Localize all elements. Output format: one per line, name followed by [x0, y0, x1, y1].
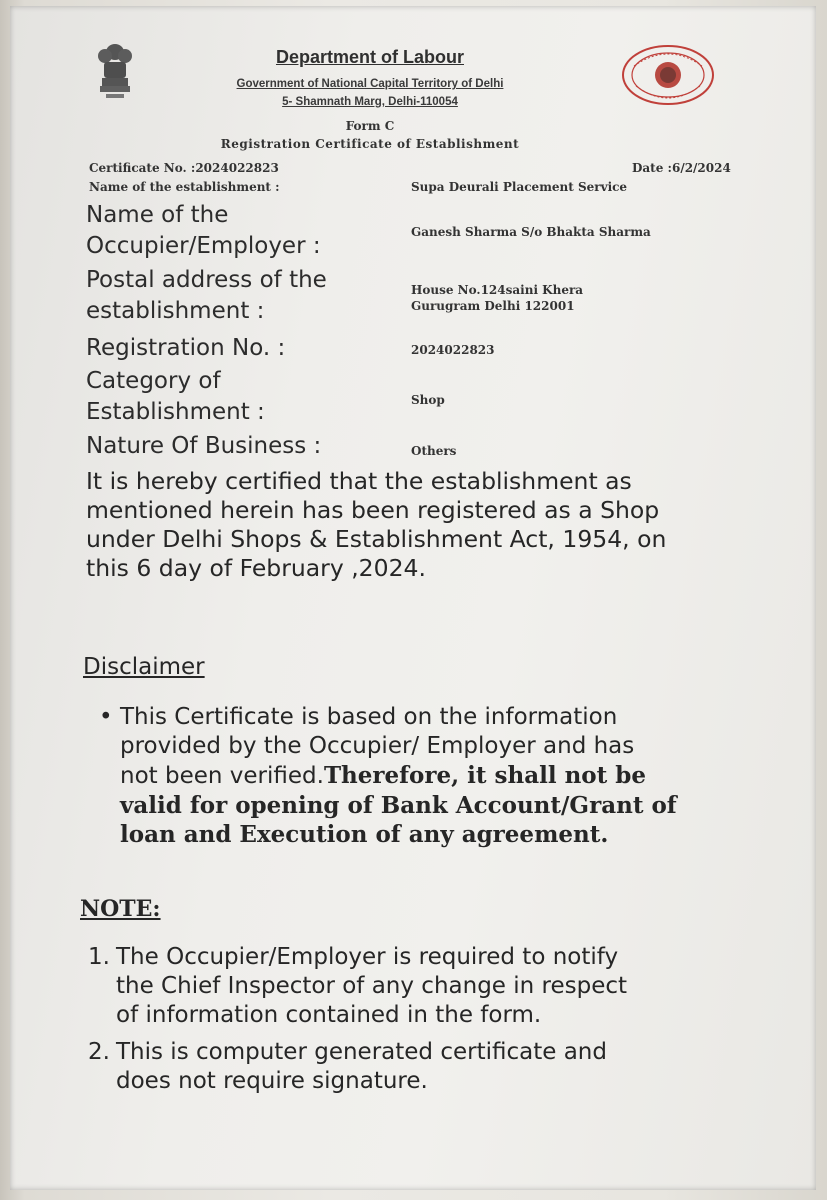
disclaimer-line-3-bold: Therefore, it shall not be	[323, 762, 646, 789]
note-item-2-line-1: This is computer generated certificate and	[116, 1039, 607, 1065]
postal-address-value	[411, 282, 583, 314]
establishment-label: Name of the establishment :	[89, 180, 280, 194]
certification-line-3: under Delhi Shops & Establishment Act, 1954, on	[86, 525, 667, 553]
certificate-title: Registration Certificate of Establishment	[220, 137, 520, 151]
national-emblem-icon	[96, 42, 134, 106]
note-item-1-number: 1.	[88, 944, 110, 970]
disclaimer-line-2: provided by the Occupier/ Employer and has	[120, 733, 635, 759]
note-item-2	[116, 1038, 766, 1096]
category-label-line-1: Category of	[86, 368, 221, 394]
form-label: Form C	[345, 119, 395, 133]
disclaimer-line-1: This Certificate is based on the information	[120, 704, 618, 730]
disclaimer-line-4: valid for opening of Bank Account/Grant of	[120, 792, 677, 819]
category-label	[86, 366, 265, 428]
category-label-line-2: Establishment :	[86, 399, 265, 425]
note-item-1-line-1: The Occupier/Employer is required to notify	[116, 944, 619, 970]
nature-of-business-value: Others	[411, 444, 457, 458]
certification-line-2: mentioned herein has been registered as a Shop	[86, 496, 660, 524]
certificate-number: Certificate No. :2024022823	[89, 161, 279, 175]
certification-line-1: It is hereby certified that the establishment as	[86, 467, 632, 495]
postal-address-label	[86, 265, 327, 327]
disclaimer-heading: Disclaimer	[83, 654, 205, 680]
note-item-2-number: 2.	[88, 1039, 110, 1065]
certification-line-4: this 6 day of February ,2024.	[86, 554, 426, 582]
note-item-1	[116, 943, 766, 1030]
note-heading: NOTE:	[80, 896, 161, 922]
registration-value: 2024022823	[411, 343, 495, 357]
postal-value-line-1: House No.124saini Khera	[411, 283, 584, 297]
occupier-label-line-1: Name of the	[86, 202, 229, 228]
government-name: Government of National Capital Territory of Delhi	[236, 78, 504, 90]
disclaimer-line-3	[120, 761, 760, 791]
disclaimer-bullet: •	[99, 704, 113, 730]
note-item-1-line-3: of information contained in the form.	[116, 1002, 542, 1028]
certificate-date: Date :6/2/2024	[632, 161, 731, 175]
disclaimer-text	[120, 703, 760, 849]
disclaimer-line-5: loan and Execution of any agreement.	[120, 821, 609, 848]
occupier-value: Ganesh Sharma S/o Bhakta Sharma	[411, 225, 651, 239]
note-item-1-line-2: the Chief Inspector of any change in respect	[116, 973, 628, 999]
occupier-label-line-2: Occupier/Employer :	[86, 233, 321, 259]
postal-label-line-2: establishment :	[86, 298, 265, 324]
establishment-value: Supa Deurali Placement Service	[411, 180, 628, 194]
category-value: Shop	[411, 393, 445, 407]
postal-value-line-2: Gurugram Delhi 122001	[411, 299, 575, 313]
occupier-label	[86, 200, 321, 262]
department-address: 5- Shamnath Marg, Delhi-110054	[282, 96, 458, 108]
note-item-2-line-2: does not require signature.	[116, 1068, 428, 1094]
department-seal-icon	[620, 44, 716, 106]
postal-label-line-1: Postal address of the	[86, 267, 327, 293]
disclaimer-line-3-normal: not been verified.	[120, 763, 324, 789]
registration-label: Registration No. :	[86, 335, 286, 361]
certification-statement	[86, 467, 666, 583]
nature-of-business-label: Nature Of Business :	[86, 433, 322, 459]
department-title: Department of Labour	[275, 47, 464, 67]
